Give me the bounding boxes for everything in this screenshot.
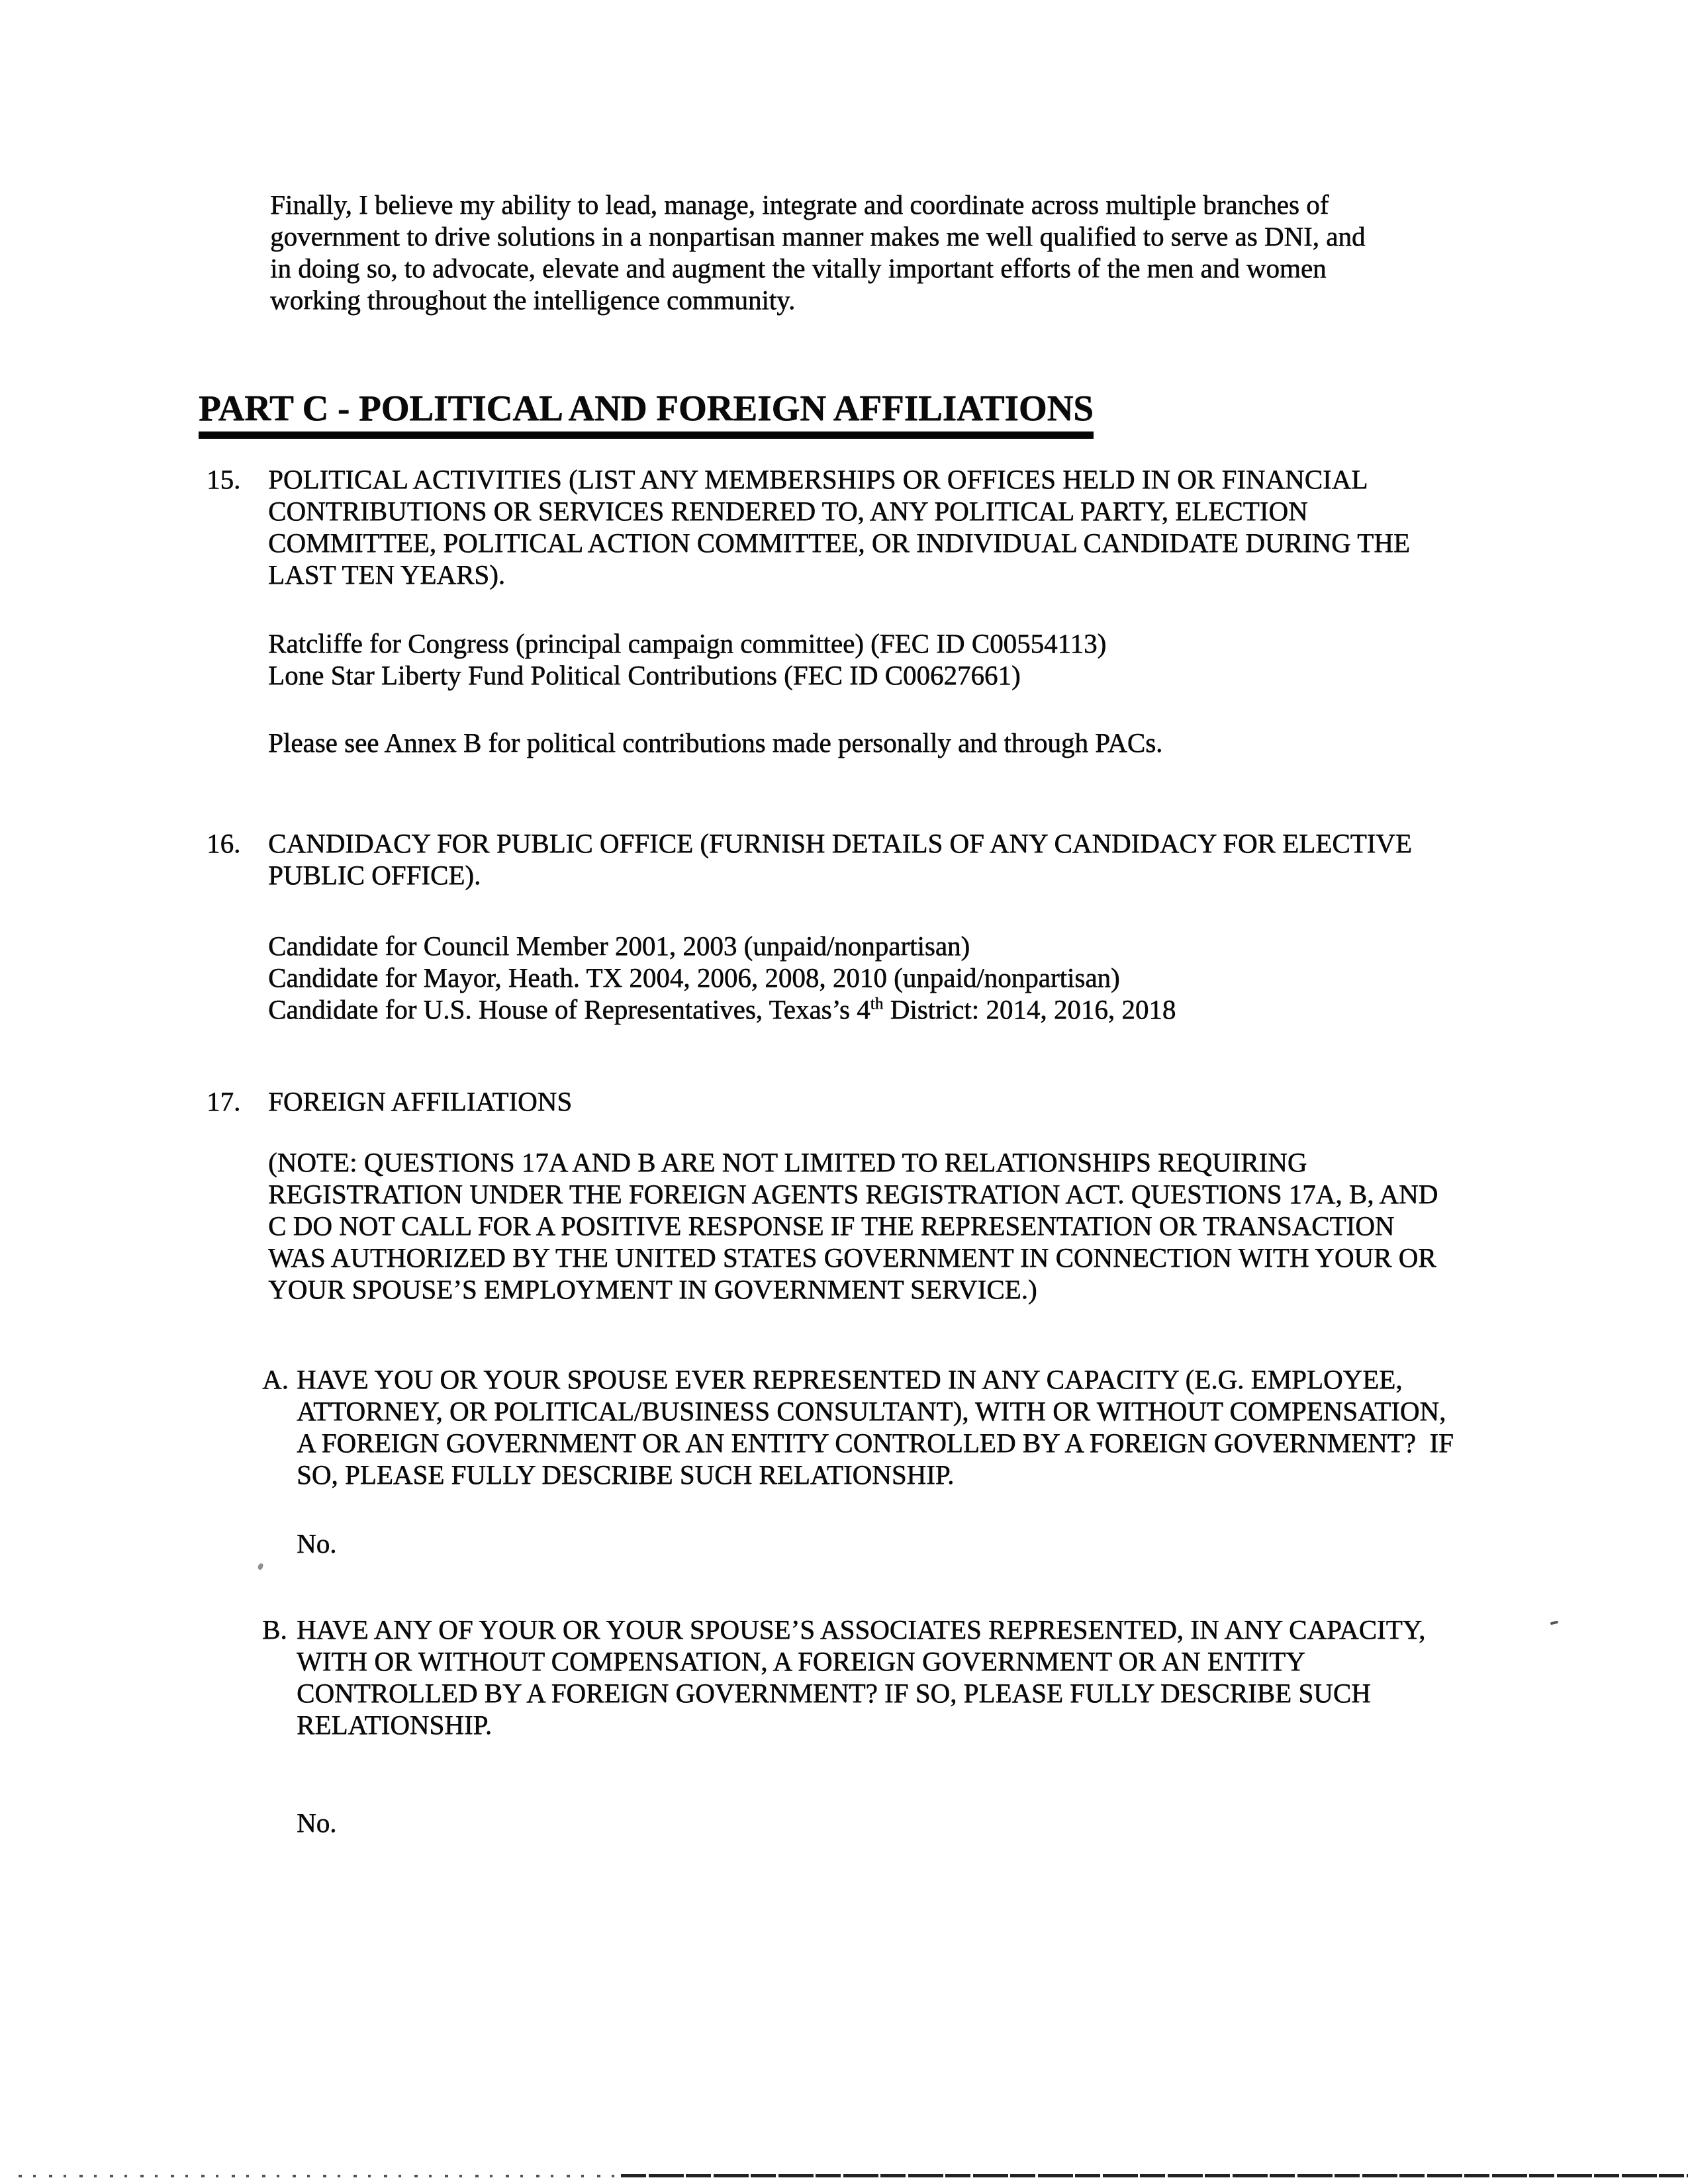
scan-artifact-dashed-line	[621, 2174, 1688, 2177]
scan-speck	[258, 1563, 264, 1570]
note-line: (NOTE: QUESTIONS 17A AND B ARE NOT LIMITED TO RELATIONSHIPS REQUIRING	[268, 1147, 1307, 1177]
item-15-answers	[268, 627, 1106, 691]
ordinal-superscript: th	[870, 994, 884, 1013]
question-line: CONTROLLED BY A FOREIGN GOVERNMENT? IF SO, PLEASE FULLY DESCRIBE SUCH	[297, 1678, 1371, 1708]
answer-line-suffix: District: 2014, 2016, 2018	[883, 994, 1176, 1024]
item-15-question	[268, 463, 1410, 590]
scan-artifact-dotted-line	[19, 2175, 621, 2177]
answer-line-prefix: Candidate for U.S. House of Representatives, Texas’s 4	[268, 994, 870, 1024]
item-15-annex-note	[268, 727, 1162, 758]
note-line: C DO NOT CALL FOR A POSITIVE RESPONSE IF THE REPRESENTATION OR TRANSACTION	[268, 1210, 1395, 1241]
question-line: RELATIONSHIP.	[297, 1709, 492, 1740]
answer-line: Ratcliffe for Congress (principal campaign committee) (FEC ID C00554113)	[268, 628, 1107, 659]
answer-no: No.	[297, 1807, 337, 1838]
item-17-note	[268, 1146, 1438, 1305]
scan-speck	[1550, 1621, 1559, 1625]
item-16-question	[268, 827, 1412, 891]
question-line: CONTRIBUTIONS OR SERVICES RENDERED TO, ANY POLITICAL PARTY, ELECTION	[268, 496, 1308, 526]
item-17	[207, 1085, 572, 1117]
item-17-number: 17.	[207, 1086, 241, 1116]
intro-paragraph	[270, 189, 1501, 316]
question-line: HAVE YOU OR YOUR SPOUSE EVER REPRESENTED IN ANY CAPACITY (E.G. EMPLOYEE,	[297, 1364, 1403, 1394]
question-line: PUBLIC OFFICE).	[268, 860, 481, 890]
intro-line: in doing so, to advocate, elevate and augment the vitally important efforts of the men and women	[270, 253, 1327, 283]
subitem-17a-answer	[297, 1527, 336, 1559]
note-line: WAS AUTHORIZED BY THE UNITED STATES GOVERNMENT IN CONNECTION WITH YOUR OR	[268, 1242, 1436, 1273]
subitem-17a-letter: A.	[262, 1364, 289, 1394]
question-line: ATTORNEY, OR POLITICAL/BUSINESS CONSULTANT), WITH OR WITHOUT COMPENSATION,	[297, 1396, 1446, 1426]
answer-line: Candidate for Mayor, Heath. TX 2004, 2006, 2008, 2010 (unpaid/nonpartisan)	[268, 962, 1120, 993]
item-16-answers	[268, 930, 1176, 1025]
answer-line: Lone Star Liberty Fund Political Contributions (FEC ID C00627661)	[268, 660, 1021, 690]
answer-line-with-superscript	[268, 993, 1176, 1025]
intro-line: government to drive solutions in a nonpartisan manner makes me well qualified to serve as DNI, and	[270, 221, 1366, 251]
question-line: FOREIGN AFFILIATIONS	[268, 1086, 573, 1116]
subitem-17b-letter: B.	[262, 1614, 287, 1645]
question-line: HAVE ANY OF YOUR OR YOUR SPOUSE’S ASSOCIATES REPRESENTED, IN ANY CAPACITY,	[297, 1614, 1426, 1645]
question-line: A FOREIGN GOVERNMENT OR AN ENTITY CONTROLLED BY A FOREIGN GOVERNMENT? IF	[297, 1428, 1454, 1458]
question-line: LAST TEN YEARS).	[268, 559, 506, 590]
subitem-17a-question	[297, 1363, 1454, 1490]
item-15-number: 15.	[207, 464, 241, 494]
item-15	[207, 463, 1410, 590]
subitem-17b-answer	[297, 1807, 336, 1839]
item-16-number: 16.	[207, 828, 241, 858]
answer-no: No.	[297, 1528, 337, 1559]
note-line: REGISTRATION UNDER THE FOREIGN AGENTS REGISTRATION ACT. QUESTIONS 17A, B, AND	[268, 1179, 1438, 1209]
note-line: YOUR SPOUSE’S EMPLOYMENT IN GOVERNMENT SERVICE.)	[268, 1274, 1037, 1304]
question-line: COMMITTEE, POLITICAL ACTION COMMITTEE, OR INDIVIDUAL CANDIDATE DURING THE	[268, 527, 1410, 558]
intro-line: working throughout the intelligence community.	[270, 285, 796, 315]
subitem-17a	[262, 1363, 1454, 1490]
answer-line: Candidate for Council Member 2001, 2003 (unpaid/nonpartisan)	[268, 931, 970, 961]
question-line: POLITICAL ACTIVITIES (LIST ANY MEMBERSHIPS OR OFFICES HELD IN OR FINANCIAL	[268, 464, 1368, 494]
item-16	[207, 827, 1412, 891]
part-c-heading-text: PART C - POLITICAL AND FOREIGN AFFILIATIONS	[199, 389, 1094, 439]
question-line: WITH OR WITHOUT COMPENSATION, A FOREIGN GOVERNMENT OR AN ENTITY	[297, 1646, 1305, 1676]
question-line: CANDIDACY FOR PUBLIC OFFICE (FURNISH DETAILS OF ANY CANDIDACY FOR ELECTIVE	[268, 828, 1412, 858]
item-17-question	[268, 1085, 572, 1117]
intro-line: Finally, I believe my ability to lead, manage, integrate and coordinate across multiple branches of	[270, 189, 1329, 220]
question-line: SO, PLEASE FULLY DESCRIBE SUCH RELATIONSHIP.	[297, 1459, 955, 1490]
subitem-17b-question	[297, 1614, 1425, 1741]
part-c-heading	[199, 389, 1094, 439]
annex-note-line: Please see Annex B for political contributions made personally and through PACs.	[268, 727, 1163, 758]
subitem-17b	[262, 1614, 1425, 1741]
